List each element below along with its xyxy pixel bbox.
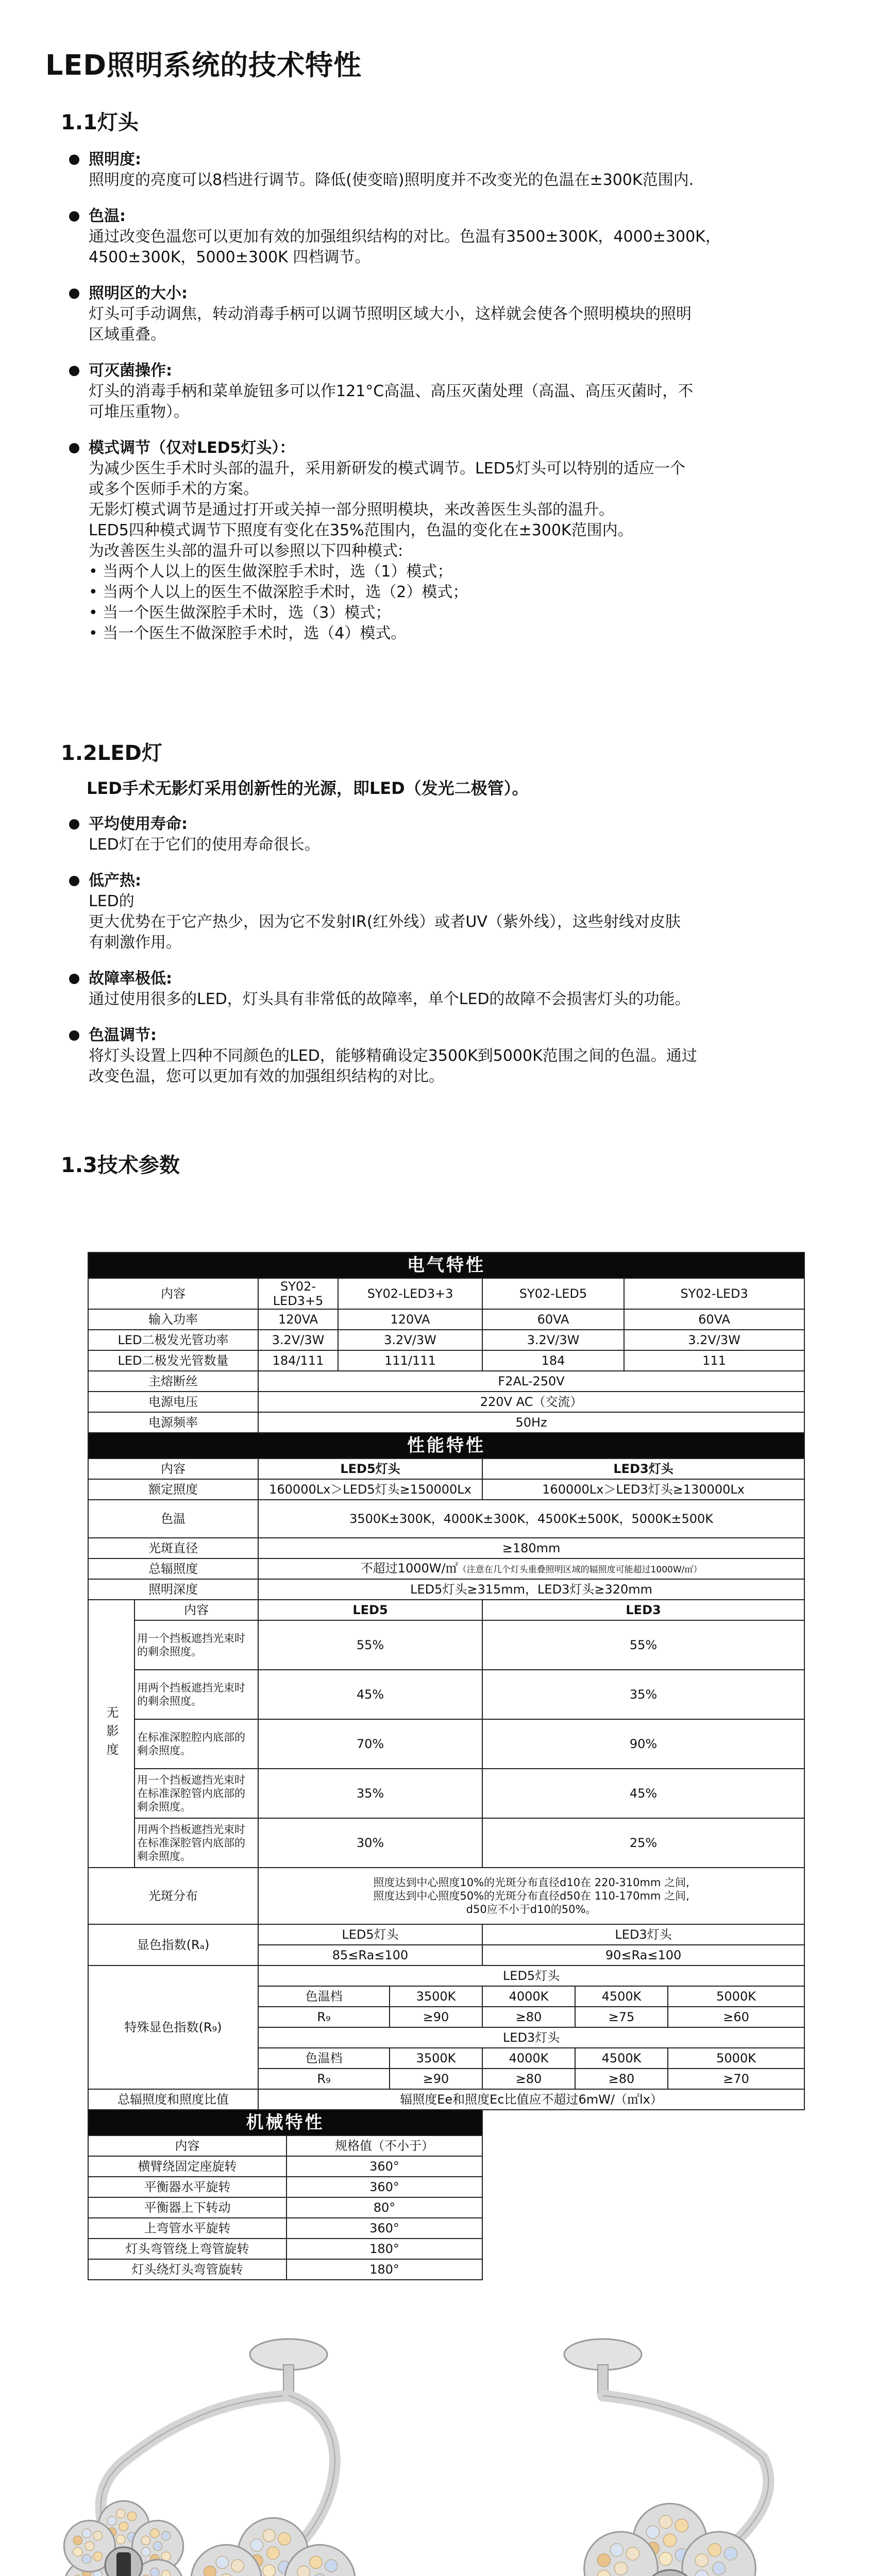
table-row — [88, 1924, 804, 1945]
shadow-row — [88, 1670, 804, 1719]
band-electrical: 电气特性 — [88, 1252, 804, 1278]
header-cell: LED5灯头 — [258, 1459, 482, 1479]
led-feature-item — [76, 969, 834, 1010]
row-label: 总辐照度和照度比值 — [88, 2089, 258, 2110]
shadow-row — [88, 1769, 804, 1818]
led-feature-item-line: 将灯头设置上四种不同颜色的LED，能够精确设定3500K到5000K范围之间的色温。通过 — [89, 1047, 697, 1065]
header-cell: 规格值（不小于） — [287, 2136, 482, 2156]
bullet-dot — [69, 289, 79, 299]
spot-distribution-line: d50应不小于d10的50%。 — [466, 1903, 597, 1916]
led-feature-item-line: LED灯在于它们的使用寿命很长。 — [89, 836, 320, 854]
header-row — [88, 1278, 804, 1309]
lamp-head-feature-item-line: 照明度的亮度可以8档进行调节。降低(使变暗)照明度并不改变光的色温在±300K范围内. — [89, 171, 694, 189]
row-label: 横臂绕固定座旋转 — [88, 2156, 287, 2177]
section-heading-tech-params: 1.3技术参数 — [61, 1154, 180, 1177]
table-cell: LED5灯头 — [258, 1965, 804, 1986]
lamp-head-feature-item-line: 灯头的消毒手柄和菜单旋钮多可以作121°C高温、高压灭菌处理（高温、高压灭菌时，不 — [89, 382, 694, 400]
table-cell: 160000Lx＞LED3灯头≥130000Lx — [482, 1479, 804, 1500]
table-cell: 45% — [482, 1769, 804, 1818]
led-dot — [675, 2519, 688, 2532]
table-cell: ≥80 — [482, 2007, 575, 2027]
header-cell: 内容 — [88, 1278, 258, 1309]
table-cell: 111 — [624, 1350, 804, 1371]
table-cell: ≥75 — [575, 2007, 668, 2027]
table-cell: 90≤Ra≤100 — [482, 1945, 804, 1965]
empty-cell — [482, 2136, 804, 2156]
empty-cell — [482, 2156, 804, 2177]
led-dot — [216, 2556, 228, 2568]
table-cell: 55% — [258, 1620, 482, 1670]
table-row — [88, 2089, 804, 2110]
led-dot — [119, 2522, 128, 2531]
led-dot — [712, 2562, 725, 2575]
empty-cell — [482, 2197, 804, 2218]
table-row — [88, 1412, 804, 1433]
header-cell: LED5 — [258, 1600, 482, 1620]
row-label: 总辐照度 — [88, 1558, 258, 1579]
led-dot — [204, 2566, 216, 2576]
band-performance: 性能特性 — [88, 1433, 804, 1459]
table-cell: 360° — [287, 2218, 482, 2239]
table-cell: LED3灯头 — [258, 2027, 804, 2048]
led-dot — [107, 2516, 116, 2526]
lamp-head — [64, 2501, 183, 2576]
bullet-dot — [69, 974, 79, 984]
led-dot — [614, 2562, 627, 2575]
bullet-dot — [69, 1030, 79, 1041]
header-cell: 内容 — [134, 1600, 258, 1620]
table-cell: ≥180mm — [258, 1538, 804, 1558]
header-cell: LED3 — [482, 1600, 804, 1620]
led-dot — [663, 2534, 676, 2547]
empty-cell — [482, 2218, 804, 2239]
table-row — [88, 1330, 804, 1350]
shadow-row — [88, 1620, 804, 1670]
spot-distribution-line: 照度达到中心照度10%的光斑分布直径d10在 220-310mm 之间, — [373, 1876, 689, 1889]
led-dot — [150, 2568, 160, 2576]
table-cell: 5000K — [668, 2048, 804, 2069]
table-cell: 3500K — [390, 2048, 482, 2069]
lamp-head — [191, 2518, 355, 2576]
lamp-head-feature-item-title: 照明度: — [89, 150, 141, 168]
led-feature-item — [76, 814, 834, 855]
row-label: 额定照度 — [88, 1479, 258, 1500]
header-row — [88, 2136, 804, 2156]
shadowless-label: 无影度 — [88, 1600, 134, 1868]
lamp-head-feature-item-line: 无影灯模式调节是通过打开或关掉一部分照明模块，来改善医生头部的温升。 — [89, 501, 614, 519]
table-cell: 180° — [287, 2259, 482, 2280]
header-cell: SY02-LED3 — [624, 1278, 804, 1309]
led-dot — [161, 2531, 171, 2540]
lamp-head-feature-item — [76, 283, 834, 345]
lamp-head-feature-item-title: 可灭菌操作: — [89, 362, 172, 380]
table-cell: 111/111 — [338, 1350, 482, 1371]
table-cell: ≥70 — [668, 2069, 804, 2089]
table-cell: 4500K — [575, 2048, 668, 2069]
lamp-head-feature-item — [76, 206, 834, 268]
row-label: 光斑分布 — [88, 1868, 258, 1924]
table-row — [88, 1558, 804, 1579]
table-row — [88, 1500, 804, 1538]
lamp-head-feature-item — [76, 149, 834, 191]
table-cell: 3.2V/3W — [482, 1330, 624, 1350]
lamp-head — [584, 2503, 756, 2576]
empty-cell — [482, 2259, 804, 2280]
table-cell: 80° — [287, 2197, 482, 2218]
bullet-dot — [69, 366, 79, 376]
table-cell: ≥80 — [482, 2069, 575, 2089]
table-cell: 35% — [258, 1769, 482, 1818]
led-dot — [708, 2544, 721, 2556]
table-cell: 3500K — [390, 1986, 482, 2007]
led-dot — [597, 2554, 610, 2567]
led-feature-item-title: 低产热: — [89, 872, 141, 890]
led-dot — [646, 2526, 659, 2538]
led-feature-item-line: 更大优势在于它产热少，因为它不发射IR(红外线）或者UV（紫外线），这些射线对皮肤 — [89, 913, 681, 931]
table-row — [88, 2259, 804, 2280]
irradiance-value: 不超过1000W/㎡ — [360, 1561, 458, 1575]
lamp-head-feature-item-line: • 当一个医生做深腔手术时，选（3）模式； — [89, 604, 391, 622]
led-dot — [724, 2547, 737, 2560]
row-label: 输入功率 — [88, 1309, 258, 1330]
table-cell: 85≤Ra≤100 — [258, 1945, 482, 1965]
table-cell: 色温档 — [258, 1986, 390, 2007]
led-dot — [310, 2556, 322, 2568]
table-cell: 90% — [482, 1719, 804, 1769]
table-cell: 60VA — [624, 1309, 804, 1330]
row-label: 平衡器水平旋转 — [88, 2177, 287, 2197]
section-heading-led: 1.2LED灯 — [61, 741, 162, 765]
lamp-head-feature-item-line: 4500±300K，5000±300K 四档调节。 — [89, 248, 370, 266]
empty-cell — [482, 2110, 804, 2136]
led-dot — [116, 2509, 126, 2518]
shadow-condition: 用一个挡板遮挡光束时的剩余照度。 — [134, 1620, 258, 1670]
header-cell: 内容 — [88, 1459, 258, 1479]
lamp-head-feature-list — [76, 149, 834, 659]
led-dot — [250, 2539, 263, 2551]
table-cell: ≥80 — [575, 2069, 668, 2089]
row-label: 平衡器上下转动 — [88, 2197, 287, 2218]
shadow-row — [88, 1719, 804, 1769]
product-photo-led5 — [515, 2329, 835, 2576]
led-dot — [325, 2560, 338, 2572]
table-cell: LED5灯头≥315mm，LED3灯头≥320mm — [258, 1579, 804, 1600]
led-feature-list — [76, 814, 834, 1103]
table-row — [88, 1350, 804, 1371]
lamp-head-feature-item-line: LED5四种模式调节下照度有变化在35%范围内，色温的变化在±300K范围内。 — [89, 521, 633, 539]
led-dot — [141, 2547, 150, 2556]
led-dot — [263, 2565, 275, 2576]
table-row — [88, 1965, 804, 1986]
table-cell: 25% — [482, 1818, 804, 1868]
product-photo-led3-5 — [46, 2329, 459, 2576]
header-row — [88, 1459, 804, 1479]
table-row — [88, 1371, 804, 1392]
led-feature-item — [76, 1025, 834, 1087]
table-row — [88, 1579, 804, 1600]
lamp-head-feature-item-line: • 当一个医生不做深腔手术时，选（4）模式。 — [89, 624, 407, 642]
table-row — [88, 2197, 804, 2218]
row-label: 电源电压 — [88, 1392, 258, 1412]
table-cell: 3.2V/3W — [258, 1330, 338, 1350]
header-cell: SY02-LED3+5 — [258, 1278, 338, 1309]
led-feature-item — [76, 871, 834, 953]
row-label: 主熔断丝 — [88, 1371, 258, 1392]
bullet-dot — [69, 819, 79, 829]
table-cell: 60VA — [482, 1309, 624, 1330]
header-row — [88, 1600, 804, 1620]
irradiance-note: （注意在几个灯头重叠照明区域的辐照度可能超过1000W/㎡） — [458, 1564, 702, 1575]
led-dot — [82, 2554, 91, 2564]
table-row — [88, 1538, 804, 1558]
page-title: LED照明系统的技术特性 — [45, 49, 362, 81]
lamp-head-feature-item-line: • 当两个人以上的医生做深腔手术时，选（1）模式； — [89, 563, 453, 581]
table-row — [88, 1868, 804, 1924]
band-row — [88, 2110, 804, 2136]
led-dot — [93, 2552, 103, 2561]
table-cell: 3.2V/3W — [338, 1330, 482, 1350]
row-label: 灯头绕灯头弯管旋转 — [88, 2259, 287, 2280]
table-cell: 35% — [482, 1670, 804, 1719]
led-feature-item-line: 改变色温，您可以更加有效的加强组织结构的对比。 — [89, 1067, 444, 1086]
led-feature-item-title: 故障率极低: — [89, 970, 172, 988]
row-label: 电源频率 — [88, 1412, 258, 1433]
row-label: 显色指数(Rₐ) — [88, 1924, 258, 1965]
table-cell: 55% — [482, 1620, 804, 1670]
led-dot — [231, 2560, 244, 2572]
table-cell: R₉ — [258, 2007, 390, 2027]
shadow-condition: 用一个挡板遮挡光束时在标准深腔管内底部的剩余照度。 — [134, 1769, 258, 1818]
lamp-head-feature-item-line: 为改善医生头部的温升可以参照以下四种模式: — [89, 542, 403, 560]
bullet-dot — [69, 443, 79, 453]
led-dot — [297, 2566, 310, 2576]
bullet-dot — [69, 155, 79, 165]
band-mechanical: 机械特性 — [88, 2110, 482, 2136]
led-dot — [141, 2536, 150, 2545]
led-feature-item-line: 有刺激作用。 — [89, 934, 181, 952]
shadow-row — [88, 1818, 804, 1868]
table-cell: 45% — [258, 1670, 482, 1719]
row-label: 灯头弯管绕上弯管旋转 — [88, 2239, 287, 2259]
lamp-head-feature-item-line: 可堆压重物）。 — [89, 403, 189, 421]
led-dot — [626, 2547, 639, 2560]
table-cell: F2AL-250V — [258, 1371, 804, 1392]
table-cell: 4500K — [575, 1986, 668, 2007]
lamp-head-feature-item-title: 色温: — [89, 207, 126, 225]
table-cell: ≥60 — [668, 2007, 804, 2027]
row-label: 色温 — [88, 1500, 258, 1538]
spot-distribution-cell — [258, 1868, 804, 1924]
table-row — [88, 1479, 804, 1500]
row-label: 光斑直径 — [88, 1538, 258, 1558]
band-row — [88, 1252, 804, 1278]
table-cell: 360° — [287, 2156, 482, 2177]
led-dot — [267, 2547, 279, 2559]
shadow-condition: 用两个挡板遮挡光束时在标准深腔管内底部的剩余照度。 — [134, 1818, 258, 1868]
table-cell: 色温档 — [258, 2048, 390, 2069]
led-feature-item-title: 平均使用寿命: — [89, 815, 188, 833]
table-cell: 120VA — [258, 1309, 338, 1330]
spot-distribution-line: 照度达到中心照度50%的光斑分布直径d50在 110-170mm 之间, — [373, 1890, 689, 1902]
header-cell: SY02-LED5 — [482, 1278, 624, 1309]
row-label: 特殊显色指数(R₉) — [88, 1965, 258, 2089]
irradiance-cell — [258, 1558, 804, 1579]
table-cell: 120VA — [338, 1309, 482, 1330]
band-row — [88, 1433, 804, 1459]
led-dot — [150, 2529, 160, 2538]
led-dot — [659, 2552, 672, 2565]
empty-cell — [482, 2239, 804, 2259]
table-cell: LED3灯头 — [482, 1924, 804, 1945]
table-cell: R₉ — [258, 2069, 390, 2089]
led-dot — [610, 2544, 623, 2556]
table-cell: ≥90 — [390, 2069, 482, 2089]
table-cell: 180° — [287, 2239, 482, 2259]
table-cell: 4000K — [482, 2048, 575, 2069]
table-cell: 184/111 — [258, 1350, 338, 1371]
lamp-head-feature-item-line: 为减少医生手术时头部的温升，采用新研发的模式调节。LED5灯头可以特别的适应一个 — [89, 460, 685, 478]
led-feature-item-line: LED的 — [89, 892, 134, 910]
table-cell: 220V AC（交流） — [258, 1392, 804, 1412]
table-cell: 5000K — [668, 1986, 804, 2007]
lamp-head-feature-item — [76, 438, 834, 644]
bullet-dot — [69, 211, 79, 222]
led-dot — [85, 2541, 94, 2551]
row-label: LED二极发光管功率 — [88, 1330, 258, 1350]
header-cell: LED3灯头 — [482, 1459, 804, 1479]
lamp-head-feature-item-title: 模式调节（仅对LED5灯头）： — [89, 439, 295, 457]
led-dot — [263, 2529, 275, 2541]
table-cell: 辐照度Ee和照度Ec比值应不超过6mW/（㎡lx） — [258, 2089, 804, 2110]
table-cell: 4000K — [482, 1986, 575, 2007]
lamp-head-feature-item-line: 通过改变色温您可以更加有效的加强组织结构的对比。色温有3500±300K，4000±300K， — [89, 228, 721, 246]
led-dot — [153, 2541, 162, 2551]
led-dot — [127, 2512, 137, 2521]
table-cell: LED5灯头 — [258, 1924, 482, 1945]
lamp-head-feature-item — [76, 361, 834, 422]
table-cell: 70% — [258, 1719, 482, 1769]
sterile-handle — [116, 2552, 131, 2576]
header-cell: SY02-LED3+3 — [338, 1278, 482, 1309]
led-dot — [695, 2554, 708, 2567]
row-label: 照明深度 — [88, 1579, 258, 1600]
table-row — [88, 1309, 804, 1330]
section-heading-lamp-head: 1.1灯头 — [61, 111, 139, 134]
table-row — [88, 2218, 804, 2239]
lamp-head-feature-item-line: 灯头可手动调焦，转动消毒手柄可以调节照明区域大小，这样就会使各个照明模块的照明 — [89, 305, 692, 323]
lamp-head-feature-item-title: 照明区的大小: — [89, 284, 188, 302]
table-cell: 3500K±300K，4000K±300K，4500K±500K，5000K±500K — [258, 1500, 804, 1538]
spec-table — [88, 1252, 805, 2280]
row-label: 上弯管水平旋转 — [88, 2218, 287, 2239]
shadow-condition: 在标准深腔腔内底部的剩余照度。 — [134, 1719, 258, 1769]
led-dot — [82, 2529, 91, 2538]
table-row — [88, 2156, 804, 2177]
led-feature-item-line: 通过使用很多的LED，灯头具有非常低的故障率，单个LED的故障不会损害灯头的功能。 — [89, 990, 690, 1008]
table-row — [88, 2239, 804, 2259]
table-cell: 30% — [258, 1818, 482, 1868]
lamp-head-feature-item-line: 或多个医师手术的方案。 — [89, 480, 259, 498]
empty-cell — [482, 2177, 804, 2197]
shadow-condition: 用两个挡板遮挡光束时的剩余照度。 — [134, 1670, 258, 1719]
led-dot — [116, 2535, 126, 2544]
led-dot — [93, 2531, 103, 2540]
led-dot — [73, 2536, 82, 2545]
led-dot — [659, 2515, 672, 2528]
lamp-head-feature-item-line: 区域重叠。 — [89, 326, 166, 344]
table-row — [88, 1392, 804, 1412]
table-cell: ≥90 — [390, 2007, 482, 2027]
table-row — [88, 2177, 804, 2197]
led-dot — [73, 2547, 82, 2556]
header-cell: 内容 — [88, 2136, 287, 2156]
led-dot — [278, 2533, 291, 2545]
table-cell: 184 — [482, 1350, 624, 1371]
row-label: LED二极发光管数量 — [88, 1350, 258, 1371]
table-cell: 50Hz — [258, 1412, 804, 1433]
table-cell: 160000Lx＞LED5灯头≥150000Lx — [258, 1479, 482, 1500]
led-intro: LED手术无影灯采用创新性的光源，即LED（发光二极管）。 — [87, 778, 529, 798]
bullet-dot — [69, 876, 79, 886]
table-cell: 3.2V/3W — [624, 1330, 804, 1350]
table-cell: 360° — [287, 2177, 482, 2197]
lamp-head-feature-item-line: • 当两个人以上的医生不做深腔手术时，选（2）模式； — [89, 583, 468, 601]
led-feature-item-title: 色温调节: — [89, 1026, 157, 1044]
